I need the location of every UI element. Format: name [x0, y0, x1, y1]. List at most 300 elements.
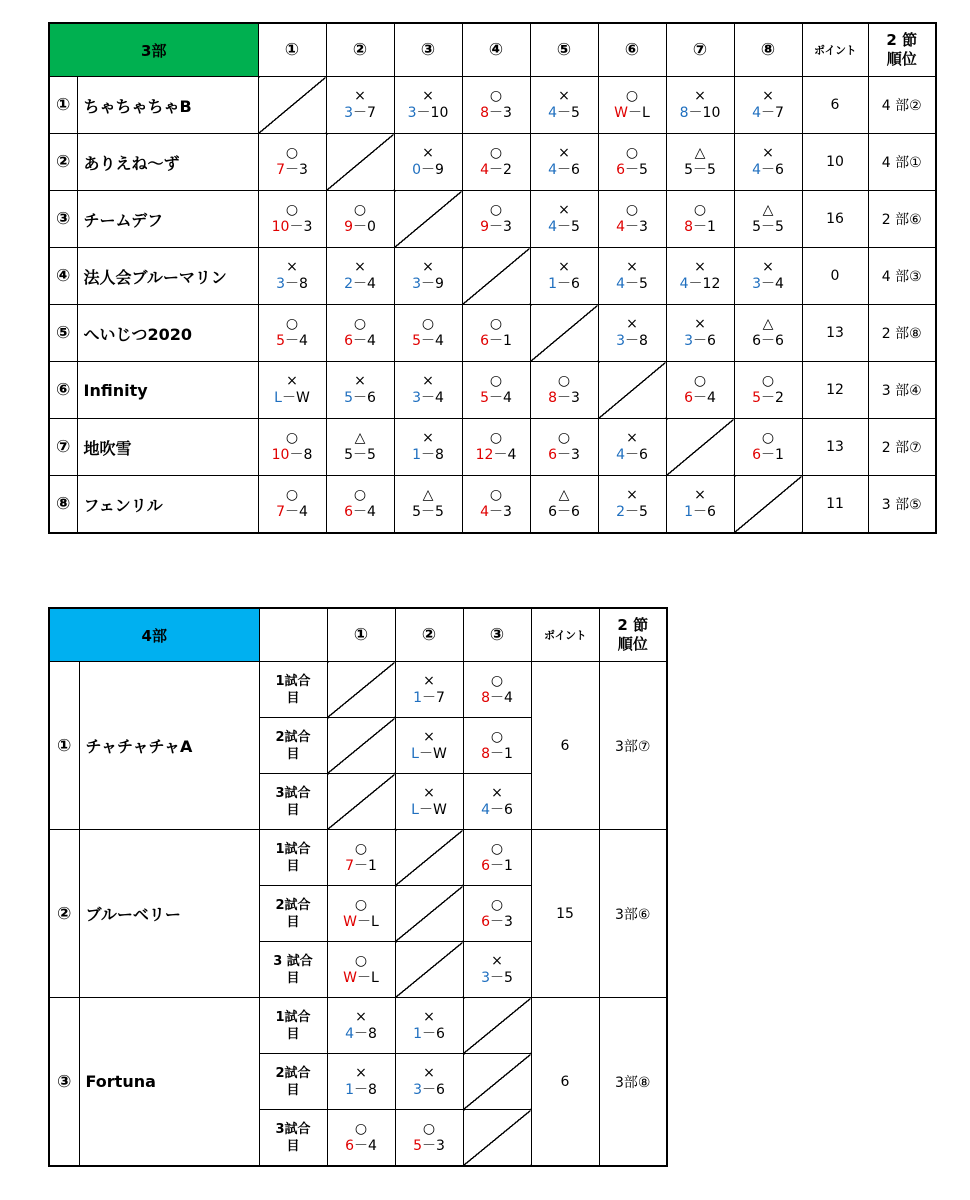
score-dash: －: [354, 1081, 368, 1098]
score-opponent: 8: [368, 1081, 377, 1098]
result-symbol: ×: [694, 88, 706, 104]
score-dash: －: [353, 219, 367, 235]
result-symbol: ×: [694, 316, 706, 332]
score-opponent: 4: [367, 276, 376, 292]
result-symbol: ×: [355, 1064, 367, 1081]
score: [735, 218, 802, 236]
result-symbol: ×: [762, 88, 774, 104]
score-opponent: 4: [435, 333, 444, 349]
team-number: ⑧: [49, 476, 77, 534]
score-team: L: [274, 390, 282, 406]
game-label-line1: 1試合: [275, 841, 311, 857]
score-dash: －: [354, 857, 368, 874]
score-opponent: 3: [639, 219, 648, 235]
game-label: [259, 1110, 327, 1167]
score-team: 5: [412, 504, 421, 520]
score-dash: －: [761, 333, 775, 349]
result-cell: [395, 998, 463, 1054]
score-opponent: 5: [707, 162, 716, 178]
score: [259, 446, 326, 464]
score: [395, 275, 462, 293]
score-dash: －: [489, 105, 503, 121]
score-dash: －: [421, 333, 435, 349]
score-dash: －: [489, 219, 503, 235]
score-opponent: 0: [367, 219, 376, 235]
score: [464, 745, 531, 763]
rank-value: 4 部②: [868, 77, 936, 134]
column-header: ④: [462, 23, 530, 77]
result-cell: [462, 191, 530, 248]
team-number: ②: [49, 134, 77, 191]
score-opponent: 4: [367, 333, 376, 349]
table-row: [49, 662, 667, 718]
score-team: W: [343, 969, 358, 986]
result-cell: [598, 191, 666, 248]
column-header: ①: [327, 608, 395, 662]
result-symbol: ○: [489, 316, 503, 332]
game-label-line2: 目: [286, 1026, 300, 1042]
score-opponent: 3: [504, 913, 513, 930]
score-team: 6: [752, 447, 761, 463]
score: [667, 332, 734, 350]
score: [464, 913, 531, 931]
score-team: 4: [345, 1025, 354, 1042]
result-cell: [463, 830, 531, 886]
self-match-cell: [734, 476, 802, 534]
result-cell: [463, 774, 531, 830]
score: [735, 389, 802, 407]
team-name: チームデフ: [77, 191, 258, 248]
score-opponent: 8: [639, 333, 648, 349]
game-label: [259, 718, 327, 774]
rank-value: 2 部⑥: [868, 191, 936, 248]
result-cell: [327, 998, 395, 1054]
score: [395, 446, 462, 464]
score-team: 5: [480, 390, 489, 406]
score-opponent: 6: [571, 276, 580, 292]
score-opponent: 12: [702, 276, 721, 292]
result-cell: [530, 77, 598, 134]
result-symbol: △: [762, 316, 774, 332]
score-opponent: 3: [303, 219, 313, 235]
score-team: 4: [481, 801, 490, 818]
result-symbol: ×: [354, 259, 366, 275]
result-cell: [666, 248, 734, 305]
score-opponent: 2: [775, 390, 784, 406]
rank-header: [599, 608, 667, 662]
score-opponent: 4: [367, 504, 376, 520]
score-team: 3: [344, 105, 353, 121]
score-opponent: W: [295, 390, 310, 406]
rank-header-line2: 順位: [617, 635, 648, 653]
result-cell: [598, 305, 666, 362]
result-symbol: △: [694, 145, 706, 161]
team-number: ③: [49, 191, 77, 248]
score-team: 4: [480, 162, 489, 178]
score: [667, 104, 734, 122]
score-team: 3: [616, 333, 625, 349]
score: [599, 332, 666, 350]
result-cell: [463, 942, 531, 998]
result-symbol: ×: [423, 672, 435, 689]
result-symbol: ○: [353, 316, 367, 332]
score-opponent: 1: [368, 857, 377, 874]
column-header: ②: [395, 608, 463, 662]
score-team: 7: [276, 504, 285, 520]
result-cell: [462, 419, 530, 476]
score-dash: －: [353, 504, 367, 520]
result-symbol: ○: [421, 316, 435, 332]
game-label-line2: 目: [286, 1082, 300, 1098]
result-cell: [666, 77, 734, 134]
result-symbol: ○: [353, 487, 367, 503]
score: [463, 332, 530, 350]
score-team: 5: [344, 390, 353, 406]
score-team: W: [614, 105, 629, 121]
result-symbol: ×: [762, 145, 774, 161]
result-symbol: ○: [625, 202, 639, 218]
score-team: 4: [548, 105, 557, 121]
result-symbol: ○: [490, 840, 504, 857]
score-dash: －: [625, 219, 639, 235]
points-value: 13: [802, 419, 868, 476]
score-dash: －: [628, 105, 643, 121]
result-symbol: ○: [489, 145, 503, 161]
score-opponent: 3: [299, 162, 308, 178]
result-cell: [258, 305, 326, 362]
score-opponent: 4: [503, 390, 512, 406]
score-team: 5: [412, 333, 421, 349]
result-cell: [530, 134, 598, 191]
score: [395, 161, 462, 179]
score: [396, 1025, 463, 1043]
team-number: ①: [49, 77, 77, 134]
game-label: [259, 998, 327, 1054]
result-symbol: ×: [286, 259, 298, 275]
result-cell: [327, 886, 395, 942]
score-team: 6: [481, 913, 490, 930]
rank-value: 2 部⑦: [868, 419, 936, 476]
points-value: 15: [531, 830, 599, 998]
score: [328, 1081, 395, 1099]
score-dash: －: [625, 333, 639, 349]
points-value: 6: [531, 662, 599, 830]
result-cell: [395, 718, 463, 774]
score-team: 5: [752, 390, 761, 406]
score-opponent: 5: [639, 504, 648, 520]
score-opponent: 6: [436, 1025, 445, 1042]
score-dash: －: [625, 162, 639, 178]
score-opponent: 4: [504, 689, 513, 706]
score: [259, 218, 326, 236]
score-dash: －: [353, 390, 367, 406]
score-dash: －: [489, 504, 503, 520]
score-dash: －: [557, 504, 571, 520]
score-opponent: W: [432, 745, 447, 762]
result-symbol: ×: [558, 202, 570, 218]
score: [531, 389, 598, 407]
score-opponent: L: [371, 913, 379, 930]
score-opponent: 4: [507, 447, 517, 463]
result-cell: [326, 362, 394, 419]
score-opponent: 2: [503, 162, 512, 178]
score-dash: －: [688, 105, 703, 121]
score-dash: －: [490, 801, 504, 818]
score-dash: －: [693, 162, 707, 178]
score: [464, 801, 531, 819]
score: [599, 161, 666, 179]
game-label-line2: 目: [286, 858, 300, 874]
result-cell: [463, 886, 531, 942]
rank-value: 2 部⑧: [868, 305, 936, 362]
score-team: 3: [276, 276, 285, 292]
rank-value: 3部⑧: [599, 998, 667, 1167]
points-header: ポイント: [802, 23, 868, 77]
score-dash: －: [418, 745, 433, 762]
result-cell: [326, 305, 394, 362]
score-dash: －: [357, 913, 372, 930]
score: [463, 389, 530, 407]
score-opponent: 3: [503, 219, 512, 235]
score-team: 1: [412, 447, 421, 463]
result-cell: [666, 134, 734, 191]
score-team: 6: [548, 447, 557, 463]
score-team: 3: [684, 333, 693, 349]
score-opponent: 9: [435, 162, 444, 178]
score-dash: －: [422, 689, 436, 706]
score: [531, 218, 598, 236]
score-team: 9: [344, 219, 353, 235]
score: [328, 857, 395, 875]
column-header: ②: [326, 23, 394, 77]
points-header: ポイント: [531, 608, 599, 662]
score-dash: －: [693, 219, 707, 235]
result-symbol: ×: [423, 1008, 435, 1025]
result-symbol: ○: [489, 487, 503, 503]
score-dash: －: [490, 745, 504, 762]
score-dash: －: [693, 333, 707, 349]
score-opponent: 8: [299, 276, 308, 292]
score-team: 6: [548, 504, 557, 520]
score: [464, 689, 531, 707]
score: [396, 689, 463, 707]
result-symbol: ×: [355, 1008, 367, 1025]
score-dash: －: [421, 504, 435, 520]
result-symbol: ×: [286, 373, 298, 389]
result-symbol: △: [762, 202, 774, 218]
score-dash: －: [688, 276, 703, 292]
score-opponent: 5: [775, 219, 784, 235]
game-column-header: [259, 608, 327, 662]
score: [396, 1137, 463, 1155]
score: [328, 1025, 395, 1043]
points-value: 6: [802, 77, 868, 134]
result-cell: [326, 248, 394, 305]
score-team: 10: [271, 447, 290, 463]
score-opponent: 6: [571, 162, 580, 178]
score: [395, 503, 462, 521]
result-cell: [666, 476, 734, 534]
result-cell: [326, 476, 394, 534]
result-symbol: ○: [285, 316, 299, 332]
score-dash: －: [418, 801, 433, 818]
score-dash: －: [557, 219, 571, 235]
division-4-table: [48, 607, 668, 1167]
score-dash: －: [285, 276, 299, 292]
points-value: 11: [802, 476, 868, 534]
result-symbol: ○: [557, 430, 571, 446]
result-cell: [394, 419, 462, 476]
score-opponent: 3: [571, 447, 580, 463]
game-label-line1: 2試合: [275, 729, 311, 745]
result-cell: [327, 1054, 395, 1110]
score: [396, 745, 463, 763]
result-cell: [394, 305, 462, 362]
score-team: 5: [413, 1137, 422, 1154]
score-dash: －: [422, 1025, 436, 1042]
self-match-cell: [395, 830, 463, 886]
result-cell: [395, 662, 463, 718]
score-opponent: 9: [435, 276, 444, 292]
score-opponent: 4: [299, 333, 308, 349]
result-cell: [530, 476, 598, 534]
result-symbol: ○: [693, 202, 707, 218]
result-cell: [734, 134, 802, 191]
result-cell: [598, 134, 666, 191]
game-label: [259, 830, 327, 886]
score: [463, 218, 530, 236]
score-dash: －: [625, 447, 639, 463]
score-dash: －: [490, 969, 504, 986]
result-cell: [598, 476, 666, 534]
score: [531, 161, 598, 179]
rank-value: 4 部③: [868, 248, 936, 305]
score: [735, 446, 802, 464]
score: [328, 913, 395, 931]
result-cell: [666, 191, 734, 248]
result-cell: [258, 476, 326, 534]
score-dash: －: [421, 162, 435, 178]
score: [667, 218, 734, 236]
rank-value: 3部⑦: [599, 662, 667, 830]
score-team: 3: [752, 276, 761, 292]
score-team: 4: [616, 447, 625, 463]
result-cell: [394, 476, 462, 534]
score-opponent: 3: [503, 105, 512, 121]
result-symbol: ○: [489, 202, 503, 218]
self-match-cell: [394, 191, 462, 248]
score: [667, 389, 734, 407]
self-match-cell: [462, 248, 530, 305]
result-cell: [326, 191, 394, 248]
score-team: 3: [412, 276, 421, 292]
score-team: 6: [684, 390, 693, 406]
table-row: [49, 830, 667, 886]
score-team: 5: [752, 219, 761, 235]
game-label-line2: 目: [286, 802, 300, 818]
result-symbol: ×: [422, 430, 434, 446]
column-header: ①: [258, 23, 326, 77]
result-symbol: △: [558, 487, 570, 503]
self-match-cell: [463, 1110, 531, 1167]
score-dash: －: [761, 447, 775, 463]
score-opponent: 4: [435, 390, 444, 406]
score-opponent: 6: [367, 390, 376, 406]
score: [328, 1137, 395, 1155]
team-name: フェンリル: [77, 476, 258, 534]
score-dash: －: [354, 1025, 368, 1042]
score-opponent: 7: [367, 105, 376, 121]
score-dash: －: [489, 162, 503, 178]
result-cell: [462, 362, 530, 419]
score-dash: －: [761, 390, 775, 406]
result-cell: [462, 134, 530, 191]
game-label-line1: 1試合: [275, 1009, 311, 1025]
result-cell: [530, 362, 598, 419]
score-dash: －: [557, 105, 571, 121]
score: [327, 389, 394, 407]
result-cell: [258, 362, 326, 419]
score: [395, 104, 462, 122]
game-label-line1: 3 試合: [273, 953, 313, 969]
result-cell: [258, 248, 326, 305]
game-label: [259, 662, 327, 718]
team-number: ②: [49, 830, 79, 998]
rank-header-line1: 2 節: [617, 616, 649, 634]
score: [463, 446, 530, 464]
result-symbol: ×: [762, 259, 774, 275]
team-name: ブルーベリー: [79, 830, 259, 998]
result-cell: [327, 830, 395, 886]
self-match-cell: [258, 77, 326, 134]
result-symbol: ○: [761, 373, 775, 389]
score-dash: －: [489, 390, 503, 406]
team-name: チャチャチャA: [79, 662, 259, 830]
score-dash: －: [625, 276, 639, 292]
result-symbol: ×: [626, 487, 638, 503]
result-symbol: ○: [489, 88, 503, 104]
score: [328, 969, 395, 987]
result-symbol: ○: [761, 430, 775, 446]
score-dash: －: [422, 1081, 436, 1098]
team-name: Infinity: [77, 362, 258, 419]
score-dash: －: [354, 1137, 368, 1154]
score-team: 5: [344, 447, 353, 463]
team-name: 法人会ブルーマリン: [77, 248, 258, 305]
score: [327, 104, 394, 122]
self-match-cell: [327, 718, 395, 774]
score-opponent: 5: [639, 276, 648, 292]
result-cell: [394, 77, 462, 134]
score: [735, 275, 802, 293]
score-dash: －: [421, 390, 435, 406]
score-opponent: 6: [775, 333, 784, 349]
score-dash: －: [693, 390, 707, 406]
score-opponent: 4: [775, 276, 784, 292]
column-header: ③: [463, 608, 531, 662]
result-cell: [462, 305, 530, 362]
score: [531, 275, 598, 293]
score: [396, 801, 463, 819]
score: [259, 503, 326, 521]
result-cell: [394, 248, 462, 305]
rank-value: 3 部④: [868, 362, 936, 419]
score-dash: －: [761, 219, 775, 235]
score-team: 6: [344, 504, 353, 520]
result-cell: [734, 419, 802, 476]
division-3-title: 3部: [49, 23, 258, 77]
score: [327, 446, 394, 464]
